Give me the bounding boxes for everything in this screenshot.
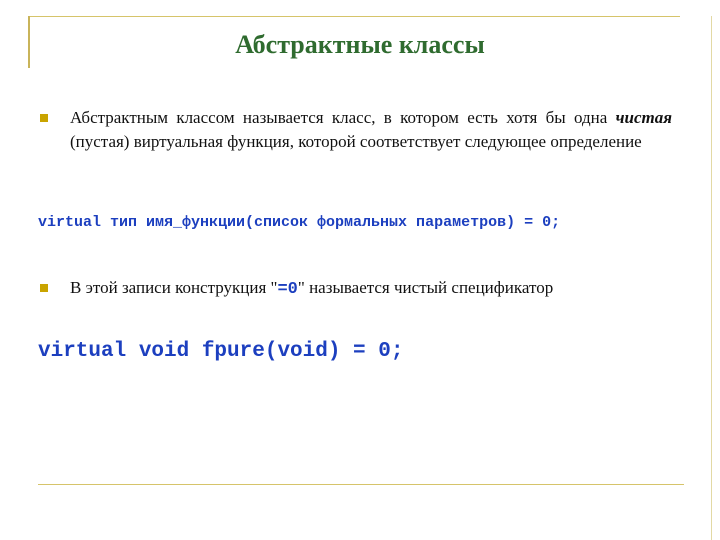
bullet-2-post: " называется чистый спецификатор: [297, 278, 554, 297]
frame-right-edge: [711, 16, 720, 540]
frame-bottom-line: [38, 484, 684, 485]
bullet-square-icon: [40, 114, 48, 122]
bullet-2-code: =0: [277, 280, 298, 299]
slide-title: Абстрактные классы: [235, 30, 485, 59]
bullet-text-1: [70, 106, 672, 154]
code-example: virtual void fpure(void) = 0;: [38, 340, 404, 363]
bullet-1-emphasis: чистая: [615, 108, 672, 127]
frame-top-line: [28, 16, 680, 17]
bullet-1-post: (пустая) виртуальная функция, которой соответствует следующее определение: [70, 132, 642, 151]
bullet-1-pre: Абстрактным классом называется класс, в котором есть хотя бы одна: [70, 108, 616, 127]
code-definition: virtual тип имя_функции(список формальных параметров) = 0;: [38, 214, 561, 231]
bullet-text-2: [70, 276, 672, 302]
bullet-square-icon: [40, 284, 48, 292]
bullet-2-pre: В этой записи конструкция ": [70, 278, 278, 297]
